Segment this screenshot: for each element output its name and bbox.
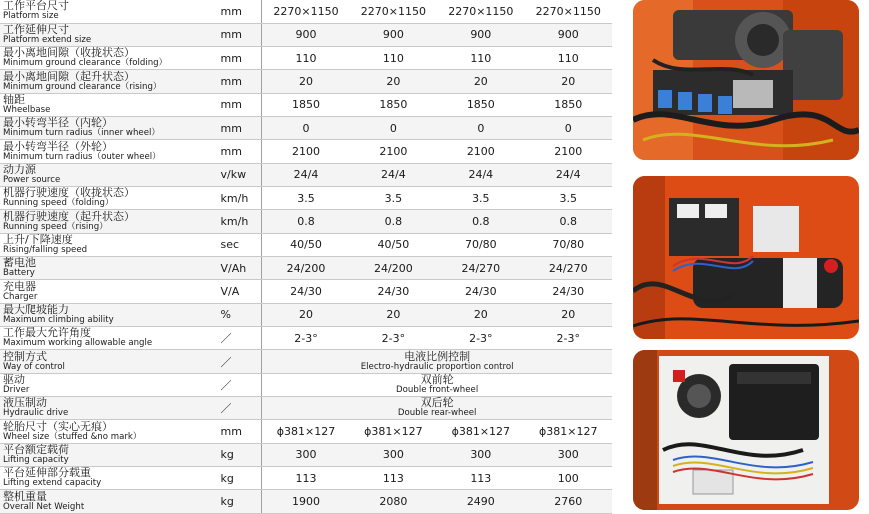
spec-label-cn: 工作最大允许角度 — [3, 326, 91, 340]
spec-value: 3.5 — [350, 187, 437, 210]
spec-value: 20 — [437, 70, 524, 93]
spec-label — [0, 257, 217, 280]
spec-value: 0.8 — [525, 210, 612, 233]
spec-label — [0, 490, 217, 514]
spec-value: 24/200 — [262, 257, 350, 280]
spec-label-cn: 控制方式 — [3, 349, 47, 363]
spec-unit: mm — [217, 140, 262, 163]
spec-unit: kg — [217, 490, 262, 514]
spec-value: ϕ381×127 — [437, 420, 524, 443]
spec-value: ϕ381×127 — [525, 420, 612, 443]
spec-unit: mm — [217, 93, 262, 116]
spec-unit: mm — [217, 420, 262, 443]
spec-label-cn: 最小离地间隙（收拢状态） — [3, 46, 135, 60]
spec-value: 0 — [525, 117, 612, 140]
spec-value: 24/270 — [525, 257, 612, 280]
spec-merged-value — [262, 373, 612, 396]
spec-value: 113 — [437, 467, 524, 490]
spec-unit: kg — [217, 467, 262, 490]
spec-value: 3.5 — [437, 187, 524, 210]
spec-label — [0, 350, 217, 373]
spec-row — [0, 350, 612, 373]
spec-value: 2-3° — [437, 327, 524, 350]
spec-value: 300 — [525, 443, 612, 466]
spec-label — [0, 23, 217, 46]
spec-row — [0, 23, 612, 46]
spec-value: 24/4 — [525, 163, 612, 186]
spec-row — [0, 0, 612, 23]
spec-label-cn: 最小离地间隙（起升状态） — [3, 69, 135, 83]
hydraulic-valve-block-photo — [633, 0, 859, 160]
spec-value: 0 — [350, 117, 437, 140]
spec-label — [0, 140, 217, 163]
spec-merged-cn: 双后轮 — [420, 396, 454, 410]
spec-label-cn: 机器行驶速度（起升状态） — [3, 209, 135, 223]
spec-value: 24/4 — [437, 163, 524, 186]
spec-value: 900 — [350, 23, 437, 46]
spec-label-cn: 工作平台尺寸 — [3, 0, 69, 13]
spec-label-cn: 轮胎尺寸（实心无痕） — [3, 419, 113, 433]
spec-unit: % — [217, 303, 262, 326]
spec-unit: km/h — [217, 210, 262, 233]
spec-label — [0, 163, 217, 186]
spec-unit: V/A — [217, 280, 262, 303]
spec-value: 900 — [262, 23, 350, 46]
spec-value: 113 — [350, 467, 437, 490]
spec-label-en: Platform extend size — [3, 34, 92, 45]
spec-row — [0, 490, 612, 514]
spec-value: 0 — [262, 117, 350, 140]
spec-label-en: Charger — [3, 291, 38, 302]
spec-label-en: Way of control — [3, 361, 65, 372]
spec-value: 20 — [350, 70, 437, 93]
spec-value: 24/4 — [262, 163, 350, 186]
spec-label — [0, 210, 217, 233]
spec-label-en: Battery — [3, 268, 35, 279]
spec-merged-value — [262, 350, 612, 373]
spec-label — [0, 420, 217, 443]
spec-value: 110 — [525, 47, 612, 70]
spec-label-cn: 蓄电池 — [3, 256, 36, 270]
spec-label-cn: 轴距 — [3, 93, 25, 106]
spec-value: 2100 — [437, 140, 524, 163]
spec-label — [0, 327, 217, 350]
spec-unit: ／ — [217, 397, 262, 420]
spec-label-en: Minimum turn radius（outer wheel） — [3, 151, 161, 162]
spec-unit: kg — [217, 443, 262, 466]
spec-value: 113 — [262, 467, 350, 490]
spec-label-cn: 最大爬坡能力 — [3, 303, 69, 316]
spec-label — [0, 303, 217, 326]
spec-row — [0, 420, 612, 443]
spec-value: 0.8 — [350, 210, 437, 233]
spec-merged-value — [262, 397, 612, 420]
spec-merged-en: Double rear-wheel — [397, 408, 477, 419]
spec-value: 2100 — [525, 140, 612, 163]
spec-value: 24/30 — [262, 280, 350, 303]
spec-value: 2270×1150 — [262, 0, 350, 23]
spec-value: 2-3° — [350, 327, 437, 350]
spec-unit: ／ — [217, 327, 262, 350]
spec-value: 2100 — [262, 140, 350, 163]
spec-label — [0, 467, 217, 490]
spec-value: 110 — [262, 47, 350, 70]
spec-label-cn: 液压制动 — [3, 396, 47, 410]
spec-unit: mm — [217, 0, 262, 23]
spec-row — [0, 467, 612, 490]
spec-row — [0, 210, 612, 233]
spec-label-en: Maximum working allowable angle — [3, 338, 153, 349]
spec-value: 300 — [437, 443, 524, 466]
spec-label-en: Wheelbase — [3, 104, 51, 115]
spec-row — [0, 280, 612, 303]
spec-row — [0, 397, 612, 420]
spec-label — [0, 397, 217, 420]
spec-label — [0, 443, 217, 466]
spec-value: 20 — [525, 70, 612, 93]
spec-value: 1850 — [437, 93, 524, 116]
spec-label-en: Rising/falling speed — [3, 244, 88, 255]
spec-row — [0, 303, 612, 326]
spec-label — [0, 233, 217, 256]
spec-unit: mm — [217, 23, 262, 46]
spec-value: 24/30 — [437, 280, 524, 303]
spec-value: 20 — [262, 303, 350, 326]
spec-label-en: Minimum ground clearance（folding） — [3, 58, 168, 69]
spec-value: 2100 — [350, 140, 437, 163]
spec-value: 2270×1150 — [525, 0, 612, 23]
spec-value: 1850 — [525, 93, 612, 116]
spec-row — [0, 373, 612, 396]
spec-label-en: Driver — [3, 384, 30, 395]
spec-row — [0, 257, 612, 280]
spec-label — [0, 47, 217, 70]
spec-value: 1850 — [262, 93, 350, 116]
spec-value: 2760 — [525, 490, 612, 514]
spec-row — [0, 233, 612, 256]
spec-label-en: Running speed（rising） — [3, 221, 108, 232]
spec-label-cn: 最小转弯半径（内轮） — [3, 116, 113, 130]
spec-row — [0, 117, 612, 140]
hydraulic-pump-motor-photo — [633, 176, 859, 339]
spec-label-cn: 工作延伸尺寸 — [3, 23, 69, 36]
spec-label-cn: 上升/下降速度 — [3, 233, 73, 246]
spec-value: 24/270 — [437, 257, 524, 280]
spec-value: ϕ381×127 — [262, 420, 350, 443]
spec-value: 20 — [350, 303, 437, 326]
spec-merged-en: Double front-wheel — [396, 384, 479, 395]
motor-controller-photo — [633, 350, 859, 510]
spec-value: 70/80 — [525, 233, 612, 256]
spec-label-en: Minimum ground clearance（rising） — [3, 81, 162, 92]
spec-label-en: Minimum turn radius（inner wheel） — [3, 128, 160, 139]
spec-value: 2270×1150 — [350, 0, 437, 23]
spec-value: 300 — [262, 443, 350, 466]
spec-value: 24/200 — [350, 257, 437, 280]
spec-row — [0, 163, 612, 186]
spec-unit: mm — [217, 70, 262, 93]
spec-label-en: Overall Net Weight — [3, 501, 85, 512]
spec-merged-cn: 双前轮 — [420, 372, 454, 386]
spec-value: 0.8 — [262, 210, 350, 233]
spec-unit: ／ — [217, 350, 262, 373]
spec-row — [0, 70, 612, 93]
spec-value: 1850 — [350, 93, 437, 116]
spec-value: 24/4 — [350, 163, 437, 186]
spec-row — [0, 140, 612, 163]
spec-value: 3.5 — [525, 187, 612, 210]
spec-unit: mm — [217, 117, 262, 140]
spec-row — [0, 187, 612, 210]
spec-value: 0 — [437, 117, 524, 140]
spec-value: 900 — [437, 23, 524, 46]
spec-value: ϕ381×127 — [350, 420, 437, 443]
spec-label — [0, 117, 217, 140]
spec-value: 2080 — [350, 490, 437, 514]
spec-unit: sec — [217, 233, 262, 256]
spec-value: 110 — [350, 47, 437, 70]
spec-label-en: Power source — [3, 174, 61, 185]
spec-label-en: Lifting extend capacity — [3, 478, 102, 489]
spec-label — [0, 70, 217, 93]
spec-label-cn: 最小转弯半径（外轮） — [3, 139, 113, 153]
spec-label-cn: 平台延伸部分载重 — [3, 466, 91, 480]
spec-row — [0, 443, 612, 466]
spec-merged-en: Electro-hydraulic proportion control — [360, 361, 514, 372]
spec-label-en: Maximum climbing ability — [3, 314, 114, 325]
spec-label-cn: 平台额定载荷 — [3, 443, 69, 456]
spec-unit: v/kw — [217, 163, 262, 186]
spec-value: 40/50 — [350, 233, 437, 256]
spec-value: 110 — [437, 47, 524, 70]
spec-label-en: Platform size — [3, 11, 59, 22]
spec-value: 100 — [525, 467, 612, 490]
spec-row — [0, 93, 612, 116]
spec-value: 2-3° — [262, 327, 350, 350]
spec-value: 2270×1150 — [437, 0, 524, 23]
spec-label-en: Lifting capacity — [3, 454, 69, 465]
spec-value: 2490 — [437, 490, 524, 514]
spec-row — [0, 327, 612, 350]
spec-label — [0, 0, 217, 23]
spec-value: 70/80 — [437, 233, 524, 256]
spec-row — [0, 47, 612, 70]
spec-value: 900 — [525, 23, 612, 46]
spec-value: 24/30 — [350, 280, 437, 303]
spec-value: 0.8 — [437, 210, 524, 233]
spec-value: 300 — [350, 443, 437, 466]
spec-label-cn: 驱动 — [3, 373, 25, 386]
spec-label-cn: 动力源 — [3, 163, 36, 176]
spec-label-cn: 机器行驶速度（收拢状态） — [3, 186, 135, 200]
spec-unit: ／ — [217, 373, 262, 396]
spec-label — [0, 373, 217, 396]
spec-value: 40/50 — [262, 233, 350, 256]
spec-value: 20 — [437, 303, 524, 326]
spec-value: 20 — [262, 70, 350, 93]
spec-merged-cn: 电液比例控制 — [404, 349, 471, 363]
spec-label-en: Running speed（folding） — [3, 198, 114, 209]
spec-value: 1900 — [262, 490, 350, 514]
spec-unit: km/h — [217, 187, 262, 210]
spec-label-cn: 充电器 — [3, 279, 36, 293]
spec-label — [0, 187, 217, 210]
spec-value: 2-3° — [525, 327, 612, 350]
spec-value: 20 — [525, 303, 612, 326]
spec-label-cn: 整机重量 — [3, 489, 47, 503]
spec-label-en: Wheel size（stuffed &no mark） — [3, 431, 142, 442]
spec-label-en: Hydraulic drive — [3, 408, 69, 419]
spec-label — [0, 93, 217, 116]
spec-value: 24/30 — [525, 280, 612, 303]
spec-unit: V/Ah — [217, 257, 262, 280]
spec-value: 3.5 — [262, 187, 350, 210]
spec-unit: mm — [217, 47, 262, 70]
spec-label — [0, 280, 217, 303]
